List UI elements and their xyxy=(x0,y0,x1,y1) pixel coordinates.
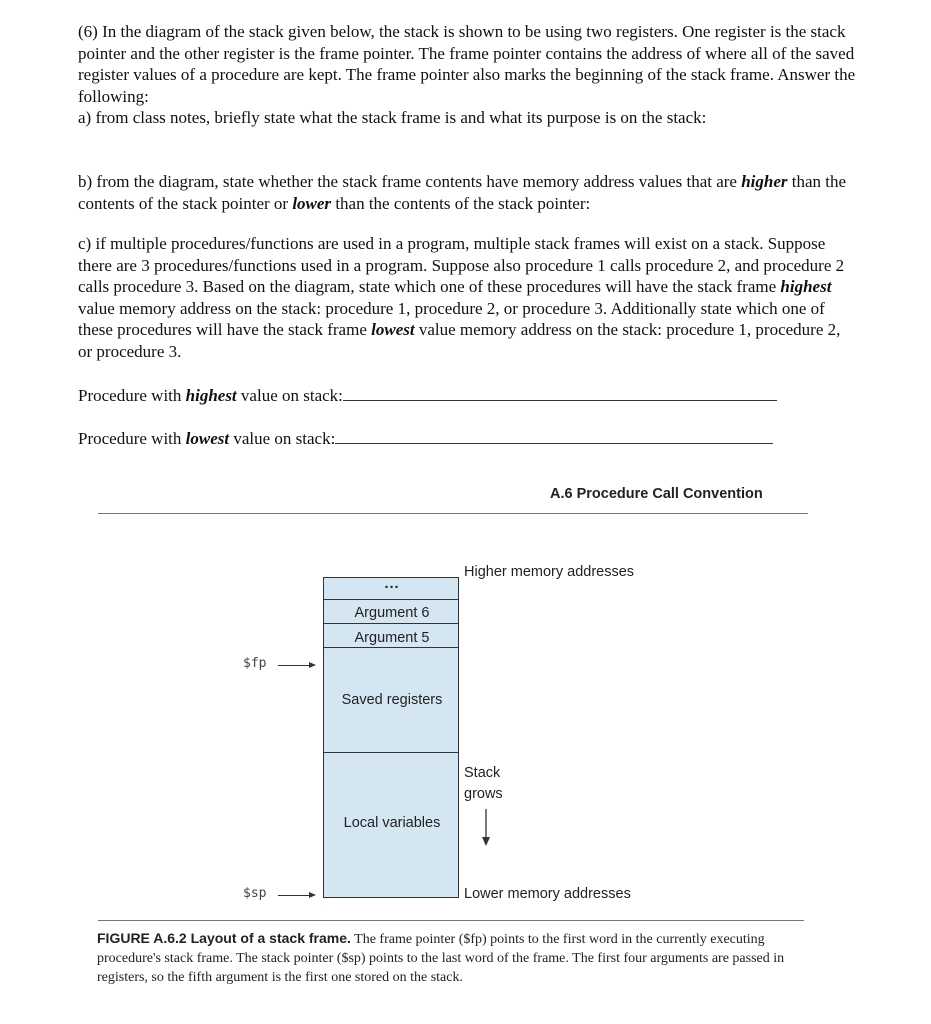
lowest-answer-line: Procedure with lowest value on stack: xyxy=(78,426,858,450)
section-header: A.6 Procedure Call Convention xyxy=(550,486,763,502)
fp-label: $fp xyxy=(243,656,267,671)
stack-divider xyxy=(324,647,458,648)
lowest-answer-blank[interactable] xyxy=(335,426,773,444)
highest-answer-blank[interactable] xyxy=(343,383,777,401)
down-arrow-icon xyxy=(480,809,492,847)
part-c xyxy=(78,233,858,362)
stack-frame-figure xyxy=(0,470,931,1024)
higher-memory-label: Higher memory addresses xyxy=(464,564,635,580)
bottom-rule xyxy=(98,920,804,921)
caption-text: The frame pointer ($fp) points to the first word in the currently executing procedure's stack frame. The stack pointer ($sp) points to the last word of the frame. The first four arguments are passed in registers, so the fifth argument is the first one stored on the stack. xyxy=(97,932,785,985)
sp-arrow-icon xyxy=(278,895,314,896)
sp-label: $sp xyxy=(243,886,267,901)
intro-text: (6) In the diagram of the stack given below, the stack is shown to be using two registers. One register is the stack pointer and the other register is the frame pointer. The frame pointer contains the address of where all of the saved register values of a procedure are kept. The frame pointer also marks the beginning of the stack frame. Answer the following: xyxy=(78,22,856,106)
question-intro xyxy=(78,21,858,129)
stack-cell-argument-6: Argument 6 xyxy=(354,605,430,621)
stack-grows-label-1: Stack xyxy=(464,765,501,781)
stack-cell-local-variables: Local variables xyxy=(343,815,441,831)
part-c-text: c) if multiple procedures/functions are used in a program, multiple stack frames will exist on a stack. Suppose there are 3 procedures/functions used in a program. Suppose also procedure 1 calls procedure 2, and procedure 2 calls procedure 3. Based on the diagram, state which one of these procedures will have the stack frame highest value memory address on the stack: procedure 1, procedure 2, or procedure 3. Additionally state which one of these procedures will have the stack frame lowest value memory address on the stack: procedure 1, procedure 2, or procedure 3. xyxy=(78,234,845,361)
highest-answer-line: Procedure with highest value on stack: xyxy=(78,383,858,407)
part-a-text: a) from class notes, briefly state what the stack frame is and what its purpose is on the stack: xyxy=(78,108,707,127)
stack-diagram xyxy=(323,577,459,898)
stack-divider xyxy=(324,599,458,600)
stack-cell-argument-5: Argument 5 xyxy=(354,630,430,646)
stack-cell-saved-registers: Saved registers xyxy=(341,692,443,708)
stack-ellipsis: ... xyxy=(384,576,400,592)
stack-grows-label-2: grows xyxy=(464,786,503,802)
caption-label: FIGURE A.6.2 Layout of a stack frame. xyxy=(97,930,351,946)
figure-caption xyxy=(97,929,807,987)
top-rule xyxy=(98,513,808,514)
lower-memory-label: Lower memory addresses xyxy=(464,886,631,902)
stack-divider xyxy=(324,623,458,624)
fp-arrow-icon xyxy=(278,665,314,666)
part-b xyxy=(78,171,858,214)
part-b-text: b) from the diagram, state whether the stack frame contents have memory address values that are higher than the contents of the stack pointer or lower than the contents of the stack pointer: xyxy=(78,172,847,213)
stack-divider xyxy=(324,752,458,753)
